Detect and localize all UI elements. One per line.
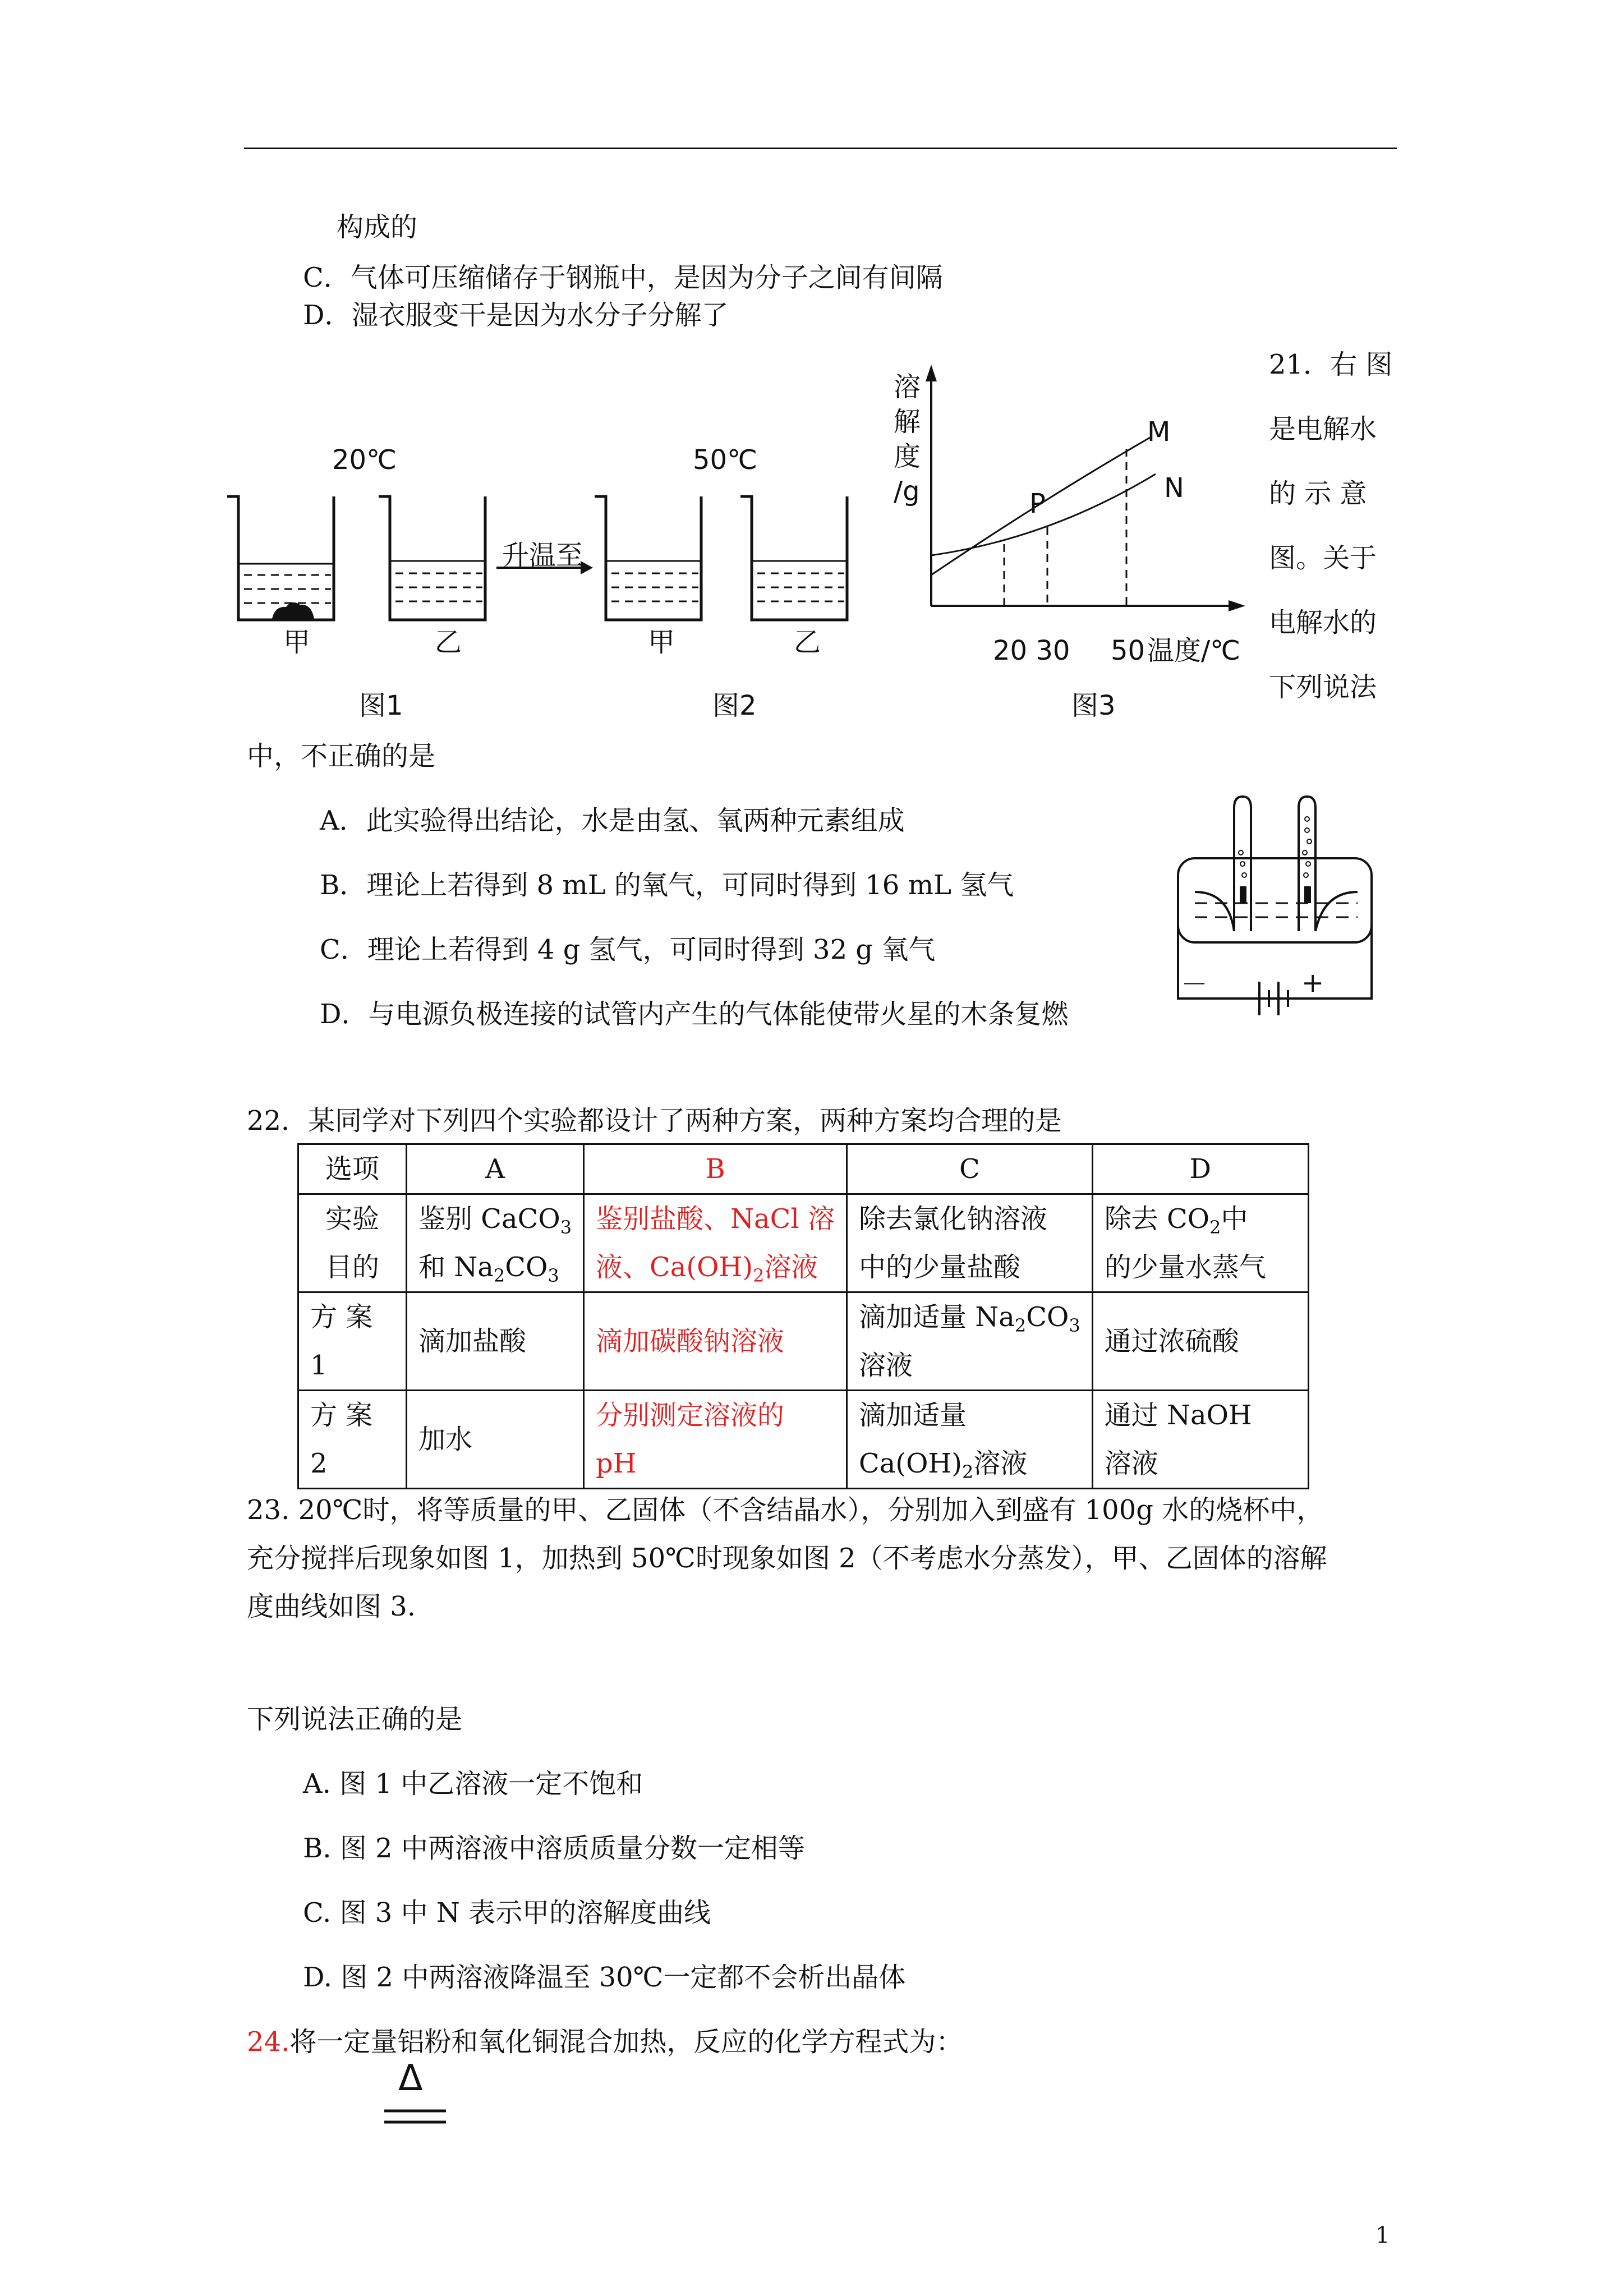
cell-header-b: B [584, 1144, 847, 1194]
electrode-plus: + [1301, 967, 1324, 999]
label-jia-1: 甲 [283, 627, 311, 658]
temp-20: 20℃ [332, 444, 397, 476]
cell-plan2-label: 方 案 2 [298, 1391, 407, 1489]
cell-plan1-a: 滴加盐酸 [407, 1292, 584, 1391]
cell-header-option: 选项 [298, 1144, 407, 1194]
delta-symbol: Δ [398, 2058, 423, 2099]
label-jia-2: 甲 [648, 627, 675, 658]
q23-line-4: 下列说法正确的是 [247, 1704, 463, 1735]
q21-side-2: 是电解水 [1269, 413, 1377, 445]
q21-stem-continued: 中，不正确的是 [247, 740, 436, 772]
x-axis-label: 温度/℃ [1147, 635, 1241, 666]
q21-option-c: C．理论上若得到 4 g 氢气，可同时得到 32 g 氧气 [320, 934, 936, 965]
equals-sign [381, 2106, 449, 2129]
cell-purpose-b: 鉴别盐酸、NaCl 溶 液、$Ca(OH)_2$溶液 [584, 1194, 847, 1292]
q24-number: 24. [247, 2026, 290, 2058]
q23-line-2: 充分搅拌后现象如图 1，加热到 50℃时现象如图 2（不考虑水分蒸发），甲、乙固体的溶解 [247, 1543, 1327, 1574]
cell-plan1-c: 滴加适量 $Na_2CO_3$ 溶液 [847, 1292, 1093, 1391]
q21-side-5: 电解水的 [1269, 607, 1377, 638]
q21-side-6: 下列说法 [1269, 671, 1377, 703]
table-row-purpose [298, 1194, 1309, 1292]
cell-purpose-label: 实验 目的 [298, 1194, 407, 1292]
q23-option-c: C. 图 3 中 N 表示甲的溶解度曲线 [303, 1897, 711, 1929]
table-row-plan1 [298, 1292, 1309, 1391]
arrow-label: 升温至 [502, 540, 583, 571]
cell-header-d: D [1092, 1144, 1308, 1194]
q23-line-3: 度曲线如图 3. [247, 1591, 416, 1622]
cell-plan1-label: 方 案 1 [298, 1292, 407, 1391]
beaker-jia-1 [227, 496, 334, 620]
header-rule [244, 148, 1397, 149]
cell-header-a: A [407, 1144, 584, 1194]
q23-option-d: D. 图 2 中两溶液降温至 30℃一定都不会析出晶体 [303, 1962, 906, 1993]
table-header-row [298, 1144, 1309, 1194]
cell-plan2-c: 滴加适量 $Ca(OH)_2$溶液 [847, 1391, 1093, 1489]
q21-side-4: 图。关于 [1269, 542, 1377, 574]
ylabel-1: 溶 [894, 371, 921, 403]
cell-plan1-d: 通过浓硫酸 [1092, 1292, 1308, 1391]
ylabel-3: 度 [894, 441, 921, 472]
x-ticks: 20 30 [993, 635, 1070, 666]
ylabel-4: /g [894, 476, 920, 507]
q24-line [247, 2025, 963, 2059]
q20-line-1: 构成的 [337, 211, 418, 243]
q22-stem: 22．某同学对下列四个实验都设计了两种方案，两种方案均合理的是 [247, 1105, 1062, 1137]
q23-line-1: 23. 20℃时，将等质量的甲、乙固体（不含结晶水），分别加入到盛有 100g 水的烧杯中， [247, 1494, 1324, 1526]
label-n: N [1164, 472, 1184, 504]
q20-option-c: C．气体可压缩储存于钢瓶中，是因为分子之间有间隔 [303, 262, 943, 293]
ylabel-2: 解 [894, 406, 921, 438]
solubility-chart [914, 359, 1251, 673]
temp-50: 50℃ [693, 444, 757, 476]
q20-option-d: D．湿衣服变干是因为水分子分解了 [303, 300, 729, 331]
cell-plan2-a: 加水 [407, 1391, 584, 1489]
fig2-caption: 图2 [712, 690, 757, 721]
label-p: P [1029, 488, 1046, 519]
cell-plan1-b: 滴加碳酸钠溶液 [584, 1292, 847, 1391]
q23-option-b: B. 图 2 中两溶液中溶质质量分数一定相等 [303, 1833, 805, 1864]
cell-header-c: C [847, 1144, 1093, 1194]
q21-option-b: B．理论上若得到 8 mL 的氧气，可同时得到 16 mL 氢气 [320, 869, 1014, 901]
table-row-plan2 [298, 1391, 1309, 1489]
q24-text: 将一定量铝粉和氧化铜混合加热，反应的化学方程式为： [289, 2026, 963, 2058]
q21-side-3: 的 示 意 [1269, 478, 1367, 509]
x-tick-50: 50 [1111, 635, 1145, 666]
cell-purpose-d: 除去 $CO_2$中 的少量水蒸气 [1092, 1194, 1308, 1292]
label-yi-1: 乙 [435, 627, 462, 658]
cell-plan2-d: 通过 NaOH 溶液 [1092, 1391, 1308, 1489]
undissolved-solid [272, 602, 314, 619]
q21-side-1: 21．右 图 [1269, 349, 1393, 380]
label-yi-2: 乙 [794, 627, 821, 658]
fig1-caption: 图1 [359, 690, 403, 721]
cell-purpose-c: 除去氯化钠溶液 中的少量盐酸 [847, 1194, 1093, 1292]
page-number: 1 [1375, 2223, 1390, 2248]
q22-options-table [297, 1143, 1309, 1489]
q23-option-a: A. 图 1 中乙溶液一定不饱和 [303, 1768, 643, 1800]
q21-option-d: D．与电源负极连接的试管内产生的气体能使带火星的木条复燃 [320, 999, 1069, 1030]
cell-purpose-a: 鉴别 CaCO$_3$ 和 $Na_2CO_3$ [407, 1194, 584, 1292]
electrode-minus: － [1181, 969, 1208, 1000]
fig3-caption: 图3 [1071, 690, 1116, 721]
cell-plan2-b: 分别测定溶液的 pH [584, 1391, 847, 1489]
label-m: M [1147, 416, 1171, 448]
beaker-figures [222, 426, 872, 729]
q21-option-a: A．此实验得出结论，水是由氢、氧两种元素组成 [320, 805, 905, 836]
